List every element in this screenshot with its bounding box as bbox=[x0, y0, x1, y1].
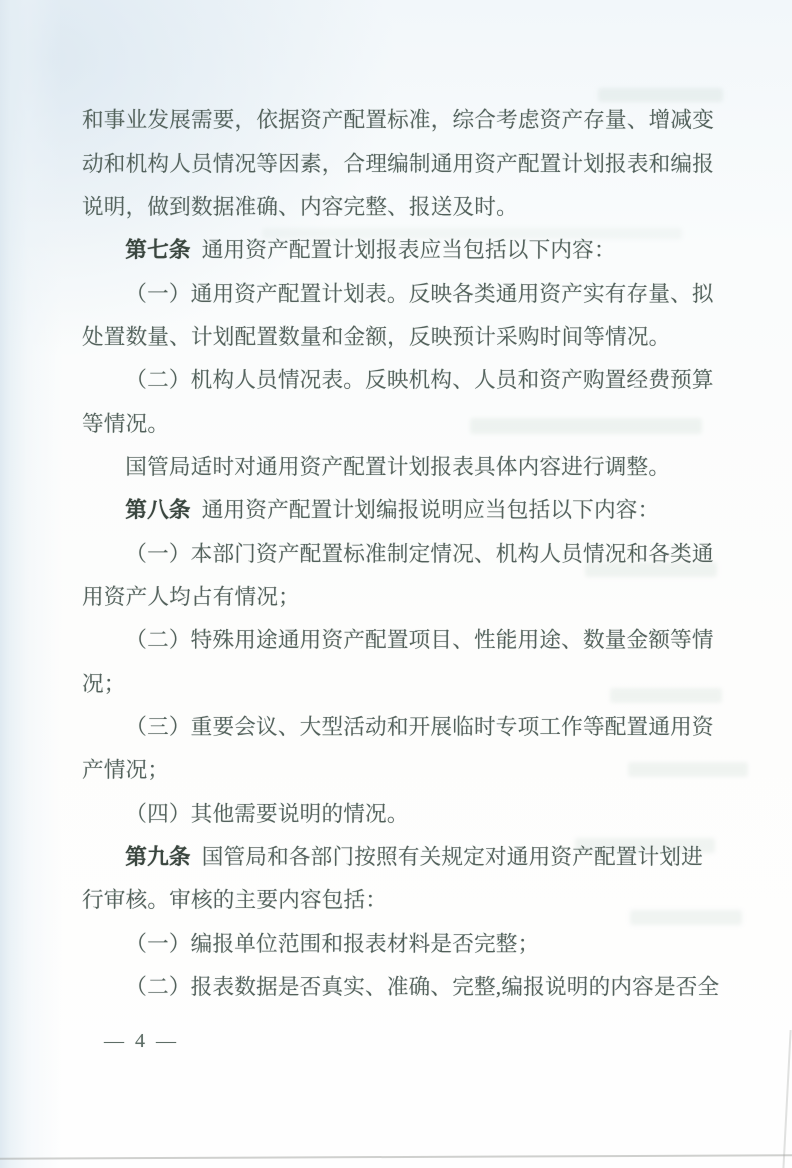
text-line bbox=[82, 574, 732, 617]
line-text: 处置数量、计划配置数量和金额，反映预计采购时间等情况。 bbox=[82, 324, 671, 349]
text-line bbox=[82, 487, 732, 530]
text-line bbox=[82, 921, 732, 964]
text-block bbox=[82, 97, 732, 1007]
text-line bbox=[82, 617, 732, 660]
text-line bbox=[82, 97, 732, 140]
line-text: （一）通用资产配置计划表。反映各类通用资产实有存量、拟 bbox=[125, 281, 714, 306]
line-text: 说明，做到数据准确、内容完整、报送及时。 bbox=[82, 194, 518, 219]
page-number: — 4 — bbox=[104, 1030, 179, 1052]
text-line bbox=[82, 834, 732, 877]
article-number: 第七条 bbox=[125, 238, 191, 263]
article-number: 第八条 bbox=[125, 498, 191, 523]
text-line bbox=[82, 270, 732, 313]
line-text: （四）其他需要说明的情况。 bbox=[125, 801, 409, 826]
line-text: （二）特殊用途通用资产配置项目、性能用途、数量金额等情 bbox=[125, 628, 714, 653]
text-line bbox=[82, 400, 732, 443]
line-text: 况； bbox=[82, 671, 126, 696]
line-text: （三）重要会议、大型活动和开展临时专项工作等配置通用资 bbox=[125, 714, 714, 739]
line-text: （一）编报单位范围和报表材料是否完整； bbox=[125, 931, 540, 956]
line-text: 通用资产配置计划编报说明应当包括以下内容： bbox=[201, 498, 660, 523]
line-text: 国管局适时对通用资产配置计划报表具体内容进行调整。 bbox=[125, 454, 671, 479]
line-text: 等情况。 bbox=[82, 411, 170, 436]
line-text: （一）本部门资产配置标准制定情况、机构人员情况和各类通 bbox=[125, 541, 714, 566]
text-line bbox=[82, 530, 732, 573]
line-text: 国管局和各部门按照有关规定对通用资产配置计划进 bbox=[201, 845, 703, 870]
text-line bbox=[82, 227, 732, 270]
line-text: 产情况； bbox=[82, 758, 170, 783]
text-line bbox=[82, 964, 732, 1007]
text-line bbox=[82, 444, 732, 487]
line-text: 通用资产配置计划报表应当包括以下内容： bbox=[201, 238, 616, 263]
text-line bbox=[82, 357, 732, 400]
line-text: 行审核。审核的主要内容包括： bbox=[82, 888, 388, 913]
article-number: 第九条 bbox=[125, 845, 191, 870]
line-text: 动和机构人员情况等因素，合理编制通用资产配置计划报表和编报 bbox=[82, 151, 715, 176]
line-text: （二）报表数据是否真实、准确、完整,编报说明的内容是否全 bbox=[125, 975, 720, 1000]
text-line bbox=[82, 877, 732, 920]
text-line bbox=[82, 704, 732, 747]
scan-page-edge-right bbox=[782, 1030, 791, 1168]
text-line bbox=[82, 184, 732, 227]
text-line bbox=[82, 747, 732, 790]
line-text: 用资产人均占有情况； bbox=[82, 584, 300, 609]
text-line bbox=[82, 660, 732, 703]
scan-page-edge-bottom bbox=[0, 1154, 792, 1159]
line-text: （二）机构人员情况表。反映机构、人员和资产购置经费预算 bbox=[125, 368, 714, 393]
line-text: 和事业发展需要，依据资产配置标准，综合考虑资产存量、增减变 bbox=[82, 108, 715, 133]
text-line bbox=[82, 314, 732, 357]
text-line bbox=[82, 140, 732, 183]
text-line bbox=[82, 791, 732, 834]
